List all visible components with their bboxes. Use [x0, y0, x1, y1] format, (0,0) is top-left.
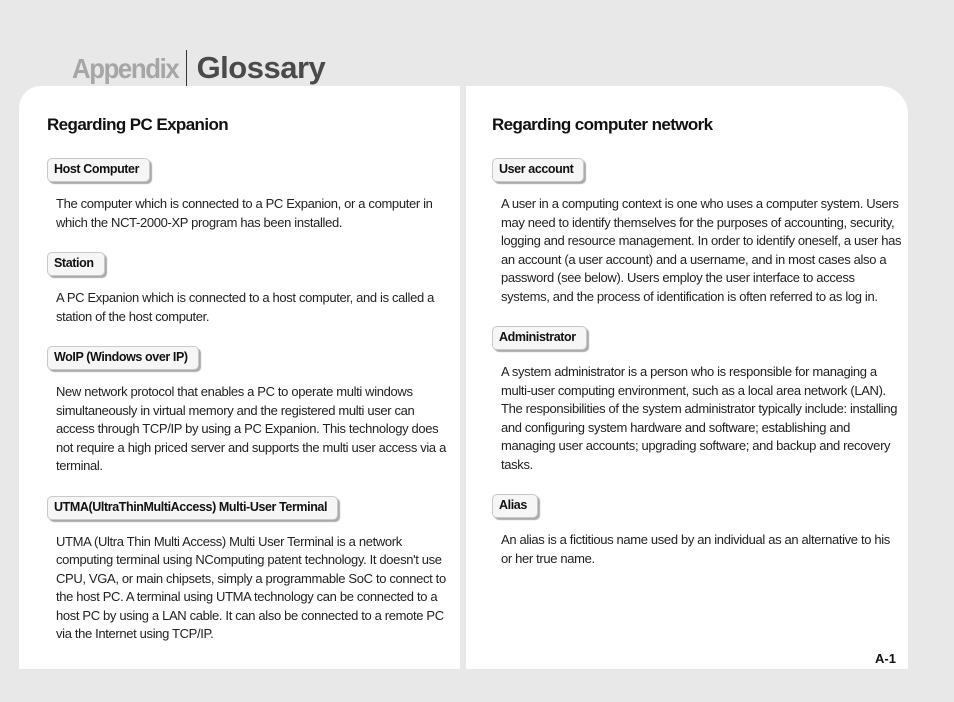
term-definition: An alias is a fictitious name used by an individual as an alternative to his or her true name.: [501, 532, 890, 566]
term-definition: A user in a computing context is one who uses a computer system. Users may need to identify themselves for the purposes of accounting, security, logging and resource management. In order to identify oneself, a user has an account (a user account) and a username, and in most cases also a password (see below). Users employ the user interface to access systems, and the process of identification is often referred to as log in.: [501, 196, 902, 304]
term-badge: Alias: [492, 494, 538, 518]
page-title: Glossary: [196, 50, 326, 85]
term-badge: Station: [47, 252, 105, 276]
term-badge: Administrator: [492, 326, 587, 350]
right-column: [492, 114, 904, 588]
section-title-computer-network: Regarding computer network: [492, 115, 713, 134]
term-definition: A system administrator is a person who is responsible for managing a multi-user computing environment, such as a local area network (LAN). The responsibilities of the system administrator typically include: installing and configuring system hardware and software; establishing and managing user accounts; upgrading software; and backup and recovery tasks.: [501, 364, 898, 472]
glossary-entry-alias: [492, 494, 904, 568]
term-definition: New network protocol that enables a PC to operate multi windows simultaneously in virtual memory and the registered multi user can access through TCP/IP by using a PC Expanion. This technology does not require a high priced server and supports the multi user access via a terminal.: [56, 384, 446, 473]
term-badge: UTMA(UltraThinMultiAccess) Multi-User Terminal: [47, 496, 338, 520]
header-separator: [186, 50, 187, 86]
glossary-entry-woip: [47, 346, 452, 476]
left-column: [47, 114, 452, 664]
term-definition: UTMA (Ultra Thin Multi Access) Multi User Terminal is a network computing terminal using NComputing patent technology. It doesn't use CPU, VGA, or main chipsets, simply a programmable SoC to connect to the host PC. A terminal using UTMA technology can be connected to a host PC by using a LAN cable. It can also be connected to a remote PC via the Internet using TCP/IP.: [56, 533, 446, 641]
term-badge: User account: [492, 158, 584, 182]
term-definition: The computer which is connected to a PC Expanion, or a computer in which the NCT-2000-XP program has been installed.: [56, 196, 433, 230]
appendix-label: Appendix: [72, 53, 179, 84]
glossary-entry-user-account: [492, 158, 904, 306]
section-title-pc-expanion: Regarding PC Expanion: [47, 115, 229, 134]
term-badge: WoIP (Windows over IP): [47, 346, 199, 370]
glossary-entry-administrator: [492, 326, 904, 474]
glossary-entry-utma: [47, 496, 452, 644]
term-badge: Host Computer: [47, 158, 150, 182]
page-number: A-1: [875, 651, 896, 666]
page-header: [72, 46, 325, 86]
glossary-entry-host-computer: [47, 158, 452, 232]
term-definition: A PC Expanion which is connected to a host computer, and is called a station of the host computer.: [56, 290, 434, 324]
glossary-entry-station: [47, 252, 452, 326]
